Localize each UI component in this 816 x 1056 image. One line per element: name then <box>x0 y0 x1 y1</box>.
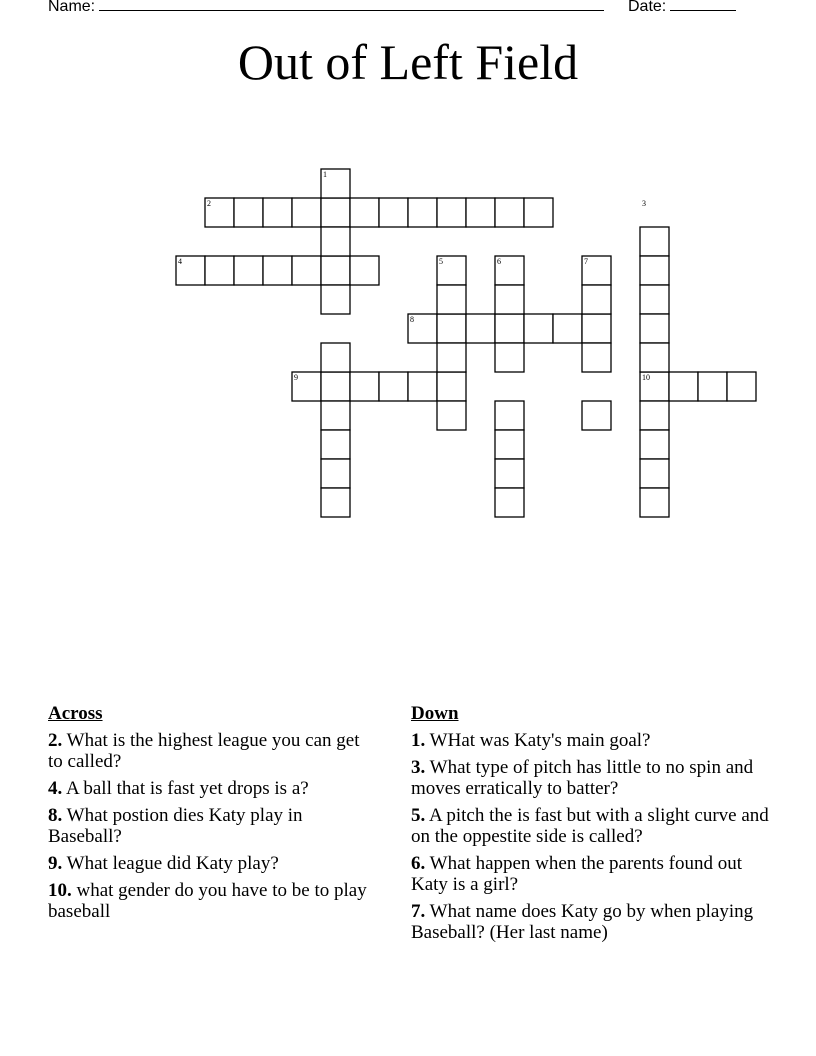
grid-cell[interactable] <box>495 198 524 227</box>
grid-cell[interactable] <box>408 198 437 227</box>
grid-cell[interactable] <box>640 343 669 372</box>
grid-cell[interactable] <box>582 343 611 372</box>
grid-cell[interactable] <box>466 198 495 227</box>
grid-cell[interactable] <box>321 372 350 401</box>
grid-cell[interactable] <box>640 401 669 430</box>
grid-cell[interactable] <box>379 372 408 401</box>
grid-cell[interactable] <box>321 430 350 459</box>
grid-cell[interactable] <box>205 256 234 285</box>
grid-cell[interactable] <box>321 198 350 227</box>
grid-cell[interactable] <box>350 256 379 285</box>
clue-number: 2. <box>48 730 63 751</box>
down-clues <box>411 703 771 949</box>
grid-cell[interactable] <box>292 198 321 227</box>
grid-cell[interactable] <box>234 256 263 285</box>
grid-cell[interactable] <box>640 430 669 459</box>
grid-cell[interactable] <box>321 285 350 314</box>
grid-cell[interactable] <box>350 198 379 227</box>
clue-text: A ball that is fast yet drops is a? <box>65 778 309 799</box>
grid-cell[interactable] <box>495 314 524 343</box>
clue-text: What type of pitch has little to no spin and moves erratically to batter? <box>411 757 754 799</box>
clue-number-label: 9 <box>294 373 298 382</box>
grid-cell[interactable] <box>234 198 263 227</box>
clue-across-4 <box>48 778 378 799</box>
clue-number: 9. <box>48 853 63 874</box>
clue-text: What name does Katy go by when playing Baseball? (Her last name) <box>411 901 754 943</box>
clue-number-label: 1 <box>323 170 327 179</box>
grid-cell[interactable] <box>727 372 756 401</box>
grid-cell[interactable] <box>553 314 582 343</box>
clue-number-label: 4 <box>178 257 182 266</box>
clue-number: 5. <box>411 805 426 826</box>
clue-across-10 <box>48 880 378 922</box>
grid-cell[interactable] <box>321 256 350 285</box>
grid-cell[interactable] <box>379 198 408 227</box>
date-label: Date: <box>628 0 667 15</box>
clue-down-6 <box>411 853 771 895</box>
grid-cell[interactable] <box>582 314 611 343</box>
grid-cell[interactable] <box>698 372 727 401</box>
clue-number: 7. <box>411 901 426 922</box>
name-label: Name: <box>48 0 96 15</box>
grid-cell[interactable] <box>640 256 669 285</box>
clue-text: What postion dies Katy play in Baseball? <box>48 805 303 847</box>
across-heading: Across <box>48 703 103 724</box>
grid-cell[interactable] <box>495 401 524 430</box>
clue-number: 3. <box>411 757 426 778</box>
grid-cell[interactable] <box>321 488 350 517</box>
grid-cell[interactable] <box>437 285 466 314</box>
grid-cell[interactable] <box>437 198 466 227</box>
clue-number-label: 2 <box>207 199 211 208</box>
grid-cell[interactable] <box>321 227 350 256</box>
grid-cell[interactable] <box>582 401 611 430</box>
grid-cell[interactable] <box>321 401 350 430</box>
clue-number-label: 10 <box>642 373 650 382</box>
grid-cell[interactable] <box>495 459 524 488</box>
page-title: Out of Left Field <box>237 34 579 90</box>
clue-number: 10. <box>48 880 72 901</box>
grid-cell[interactable] <box>495 488 524 517</box>
clue-number-label: 5 <box>439 257 443 266</box>
clue-text: What is the highest league you can get to called? <box>48 730 360 772</box>
clue-down-5 <box>411 805 771 847</box>
clue-text: What league did Katy play? <box>66 853 279 874</box>
clue-text: A pitch the is fast but with a slight curve and on the oppestite side is called? <box>411 805 769 847</box>
grid-cell[interactable] <box>524 198 553 227</box>
grid-cell[interactable] <box>640 459 669 488</box>
grid-cell[interactable] <box>524 314 553 343</box>
grid-cell[interactable] <box>582 285 611 314</box>
clue-number-label: 6 <box>497 257 501 266</box>
grid-cell[interactable] <box>669 372 698 401</box>
grid-cell[interactable] <box>640 227 669 256</box>
clue-across-2 <box>48 730 378 772</box>
grid-cell[interactable] <box>437 314 466 343</box>
clue-number-label: 7 <box>584 257 588 266</box>
clue-across-8 <box>48 805 378 847</box>
grid-cell[interactable] <box>437 372 466 401</box>
grid-cell[interactable] <box>321 343 350 372</box>
grid-cell[interactable] <box>466 314 495 343</box>
across-clues <box>48 703 378 928</box>
clue-number: 1. <box>411 730 426 751</box>
clue-number-label: 3 <box>642 199 646 208</box>
clue-number-label: 8 <box>410 315 414 324</box>
clue-down-3 <box>411 757 771 799</box>
grid-cell[interactable] <box>350 372 379 401</box>
grid-cell[interactable] <box>263 198 292 227</box>
clue-text: What happen when the parents found out Katy is a girl? <box>411 853 743 895</box>
grid-cell[interactable] <box>437 401 466 430</box>
grid-cell[interactable] <box>408 372 437 401</box>
grid-cell[interactable] <box>640 488 669 517</box>
clue-down-1 <box>411 730 771 751</box>
grid-cell[interactable] <box>321 459 350 488</box>
clue-number: 4. <box>48 778 63 799</box>
grid-cell[interactable] <box>495 285 524 314</box>
grid-cell[interactable] <box>495 430 524 459</box>
clue-number: 6. <box>411 853 426 874</box>
grid-cell[interactable] <box>640 314 669 343</box>
grid-cell[interactable] <box>495 343 524 372</box>
clue-across-9 <box>48 853 378 874</box>
grid-cell[interactable] <box>292 256 321 285</box>
clue-number: 8. <box>48 805 63 826</box>
down-heading: Down <box>411 703 459 724</box>
clue-text: WHat was Katy's main goal? <box>429 730 651 751</box>
grid-cell[interactable] <box>263 256 292 285</box>
grid-cell[interactable] <box>640 285 669 314</box>
clue-text: what gender do you have to be to play baseball <box>48 880 367 922</box>
clue-down-7 <box>411 901 771 943</box>
grid-cell[interactable] <box>437 343 466 372</box>
